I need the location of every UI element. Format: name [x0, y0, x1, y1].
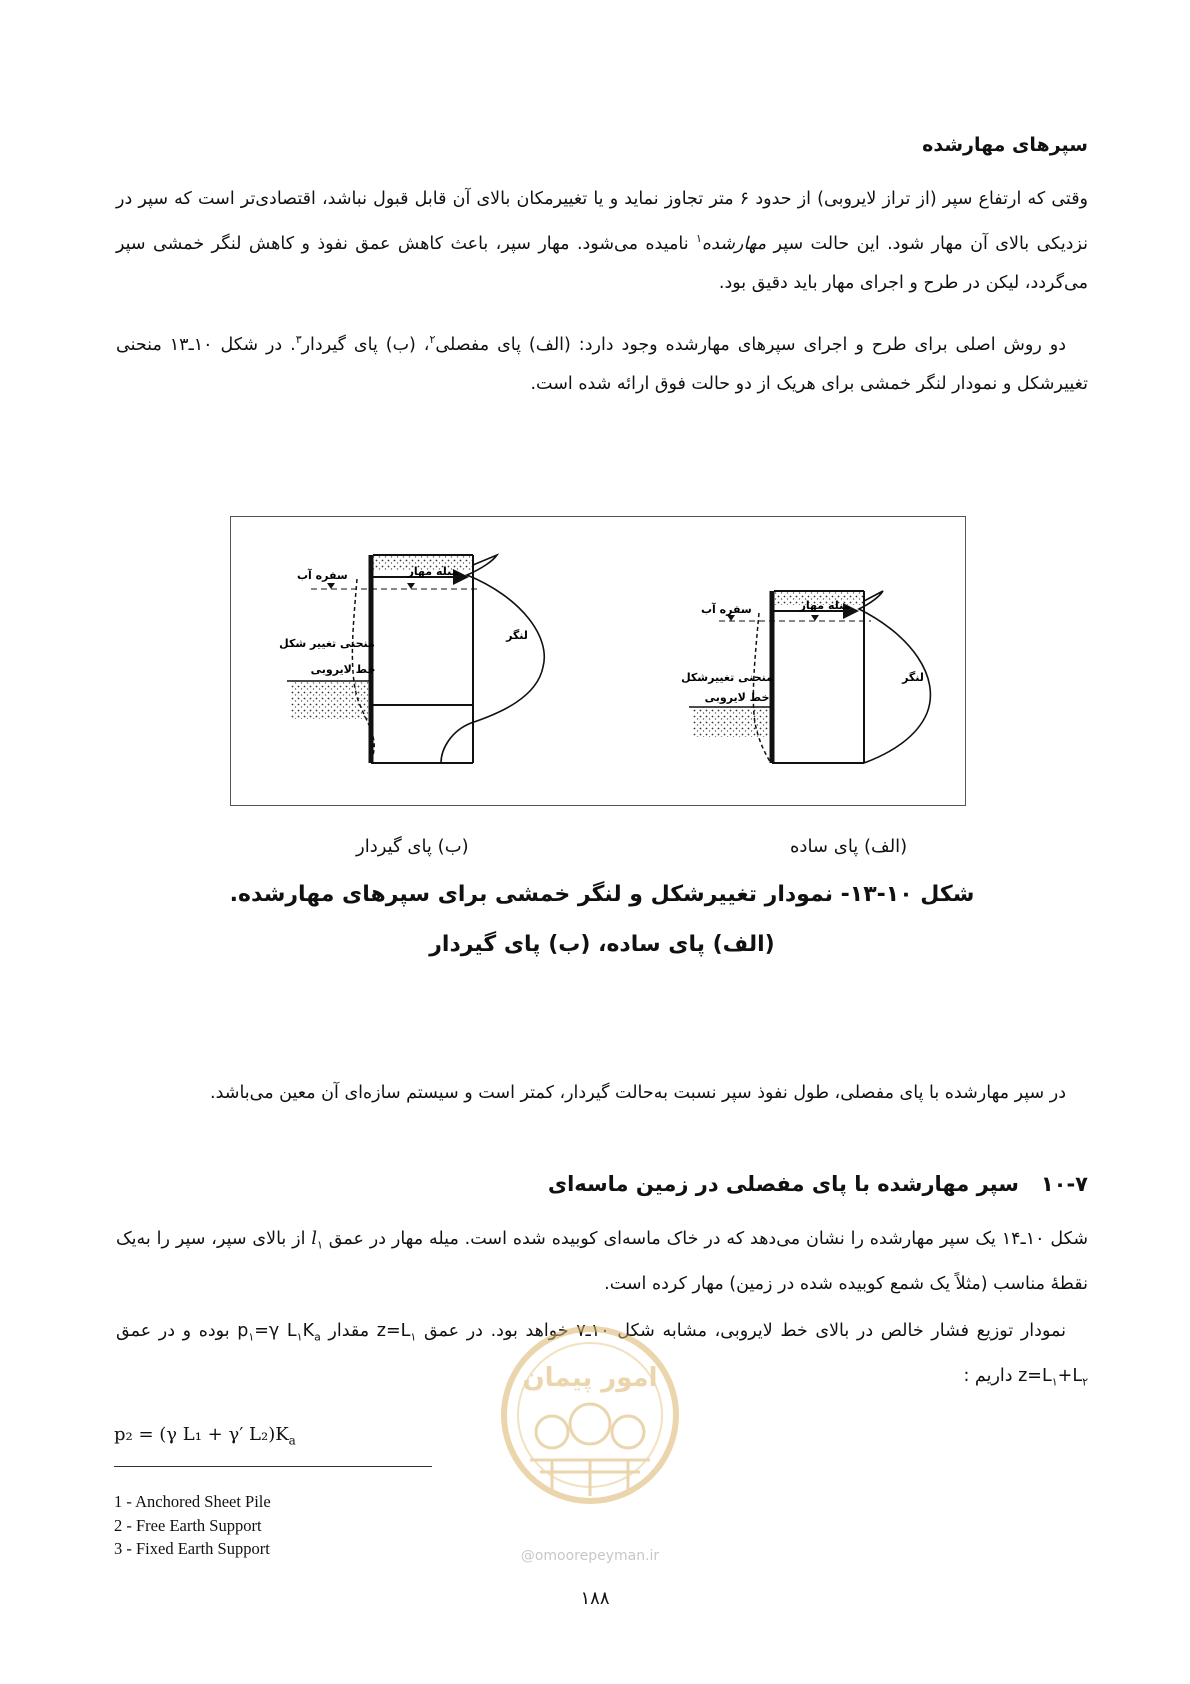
watermark-logo-text: امور پیمان — [522, 1363, 658, 1393]
sub-2: ۱ — [248, 1330, 255, 1344]
paragraph-1-part2: نامیده می‌شود. مهار سپر، باعث کاهش عمق نفوذ و کاهش لنگر خمشی سپر می‌گردد، لیکن در طرح و اجرای مهار باید دقیق بود. — [116, 233, 1088, 293]
watermark-url: @omoorepeyman.ir — [520, 1548, 660, 1564]
right-water-label: سفره آب — [701, 603, 752, 616]
section-2-text: سپر مهارشده با پای مفصلی در زمین ماسه‌ای — [547, 1172, 1019, 1196]
watermark-logo-icon — [490, 1320, 690, 1570]
left-diagram — [279, 555, 544, 763]
left-moment-label: لنگر — [506, 629, 528, 642]
paragraph-4-part2: از بالای سپر، سپر را به‌یک نقطهٔ مناسب (مثلاً یک شمع کوبیده شده در زمین) مهار کرده است. — [116, 1229, 1088, 1294]
right-moment-label: لنگر — [902, 671, 924, 684]
formula-text: p₂ = (γ L₁ + γ′ L₂)K — [114, 1424, 289, 1445]
paragraph-5-part1: نمودار توزیع فشار خالص در بالای خط لایروبی، مشابه شکل ۱۰ـ۷ خواهد بود. در عمق z=L — [376, 1321, 1066, 1341]
left-curve-label: منحنی تغییر شکل — [279, 637, 375, 650]
paragraph-2 — [116, 320, 1088, 404]
paragraph-1-italic-term: مهارشده — [701, 233, 767, 254]
sub-4: a — [314, 1330, 321, 1344]
paragraph-1 — [116, 180, 1088, 303]
right-rod-label: میله مهار — [799, 599, 851, 612]
footnote-1: 1 - Anchored Sheet Pile — [114, 1492, 271, 1511]
sub-1: ۱ — [410, 1330, 417, 1344]
paragraph-3: در سپر مهارشده با پای مفصلی، طول نفوذ سپر نسبت به‌حالت گیردار، کمتر است و سیستم سازه‌ای آن معین می‌باشد. — [210, 1083, 1066, 1103]
left-water-label: سفره آب — [297, 569, 348, 582]
paragraph-4 — [116, 1220, 1088, 1304]
sheet-pile-diagrams — [231, 517, 967, 807]
sub-3: ۱ — [296, 1330, 303, 1344]
paragraph-5-part2: مقدار p — [237, 1321, 377, 1341]
left-rod-label: میله مهار — [407, 565, 459, 578]
paragraph-5-part6: +L — [1057, 1365, 1083, 1386]
right-dredge-label: خط لایروبی — [704, 691, 770, 704]
page-number: ۱۸۸ — [580, 1588, 610, 1609]
paragraph-2-part3: . در شکل ۱۰ـ۱۳ منحنی تغییرشکل و نمودار لنگر خمشی برای هریک از دو حالت فوق ارائه شده است. — [116, 334, 1088, 394]
paragraph-5-part5: بوده و در عمق z=L — [116, 1321, 1052, 1386]
figure-caption-line-1: شکل ۱۰-۱۳- نمودار تغییرشکل و لنگر خمشی برای سپرهای مهارشده. — [229, 882, 975, 907]
paragraph-5-part7: داریم : — [963, 1365, 1019, 1386]
footnote-mark-2: ۲ — [429, 333, 436, 346]
paragraph-4-variable-sub: ۱ — [316, 1238, 323, 1252]
paragraph-1-part1: وقتی که ارتفاع سپر (از تراز لایروبی) از حدود ۶ متر تجاوز نماید و یا تغییرمکان بالای آن قابل قبول نباشد، اقتصادی‌تر است که سپر در نزدیکی بالای آن مهار شود. این حالت سپر — [116, 189, 1089, 254]
sub-5: ۱ — [1051, 1375, 1058, 1388]
right-deflection-curve — [753, 613, 771, 763]
figure-caption-line-2: (الف) پای ساده، (ب) پای گیردار — [429, 932, 775, 957]
formula-sub: a — [288, 1433, 296, 1448]
paragraph-4-variable: l — [311, 1229, 317, 1249]
paragraph-4-part1: شکل ۱۰ـ۱۴ یک سپر مهارشده را نشان می‌دهد که در خاک ماسه‌ای کوبیده شده است. میله مهار در عمق — [322, 1229, 1088, 1249]
footnote-3: 3 - Fixed Earth Support — [114, 1539, 270, 1558]
footnotes — [114, 1490, 271, 1561]
figure-label-a: (الف) پای ساده — [790, 836, 908, 857]
footnote-rule — [114, 1466, 432, 1467]
footnote-2: 2 - Free Earth Support — [114, 1515, 262, 1535]
left-moment-diagram — [441, 555, 544, 763]
paragraph-5-part4: K — [302, 1321, 315, 1341]
right-diagram — [681, 591, 930, 763]
left-dredge-label: خط لایروبی — [310, 663, 376, 676]
footnote-mark-1: ۱ — [695, 232, 702, 245]
right-curve-label: منحنی تغییرشکل — [681, 671, 773, 684]
sub-6: ۲ — [1082, 1375, 1088, 1388]
paragraph-2-part2: ، (ب) پای گیردار — [301, 334, 430, 355]
figure-label-b: (ب) پای گیردار — [356, 836, 469, 857]
watermark — [490, 1320, 690, 1570]
paragraph-5-part3: =γ L — [254, 1321, 297, 1341]
paragraph-2-part1: دو روش اصلی برای طرح و اجرای سپرهای مهارشده وجود دارد: (الف) پای مفصلی — [435, 334, 1066, 355]
section-heading: سپرهای مهارشده — [922, 134, 1088, 156]
section-2-title — [116, 1172, 1088, 1196]
figure-frame — [230, 516, 966, 806]
section-2-number: ۱۰-۷ — [1040, 1172, 1088, 1196]
footnote-mark-3: ۳ — [295, 333, 302, 346]
formula-p2 — [114, 1424, 296, 1448]
